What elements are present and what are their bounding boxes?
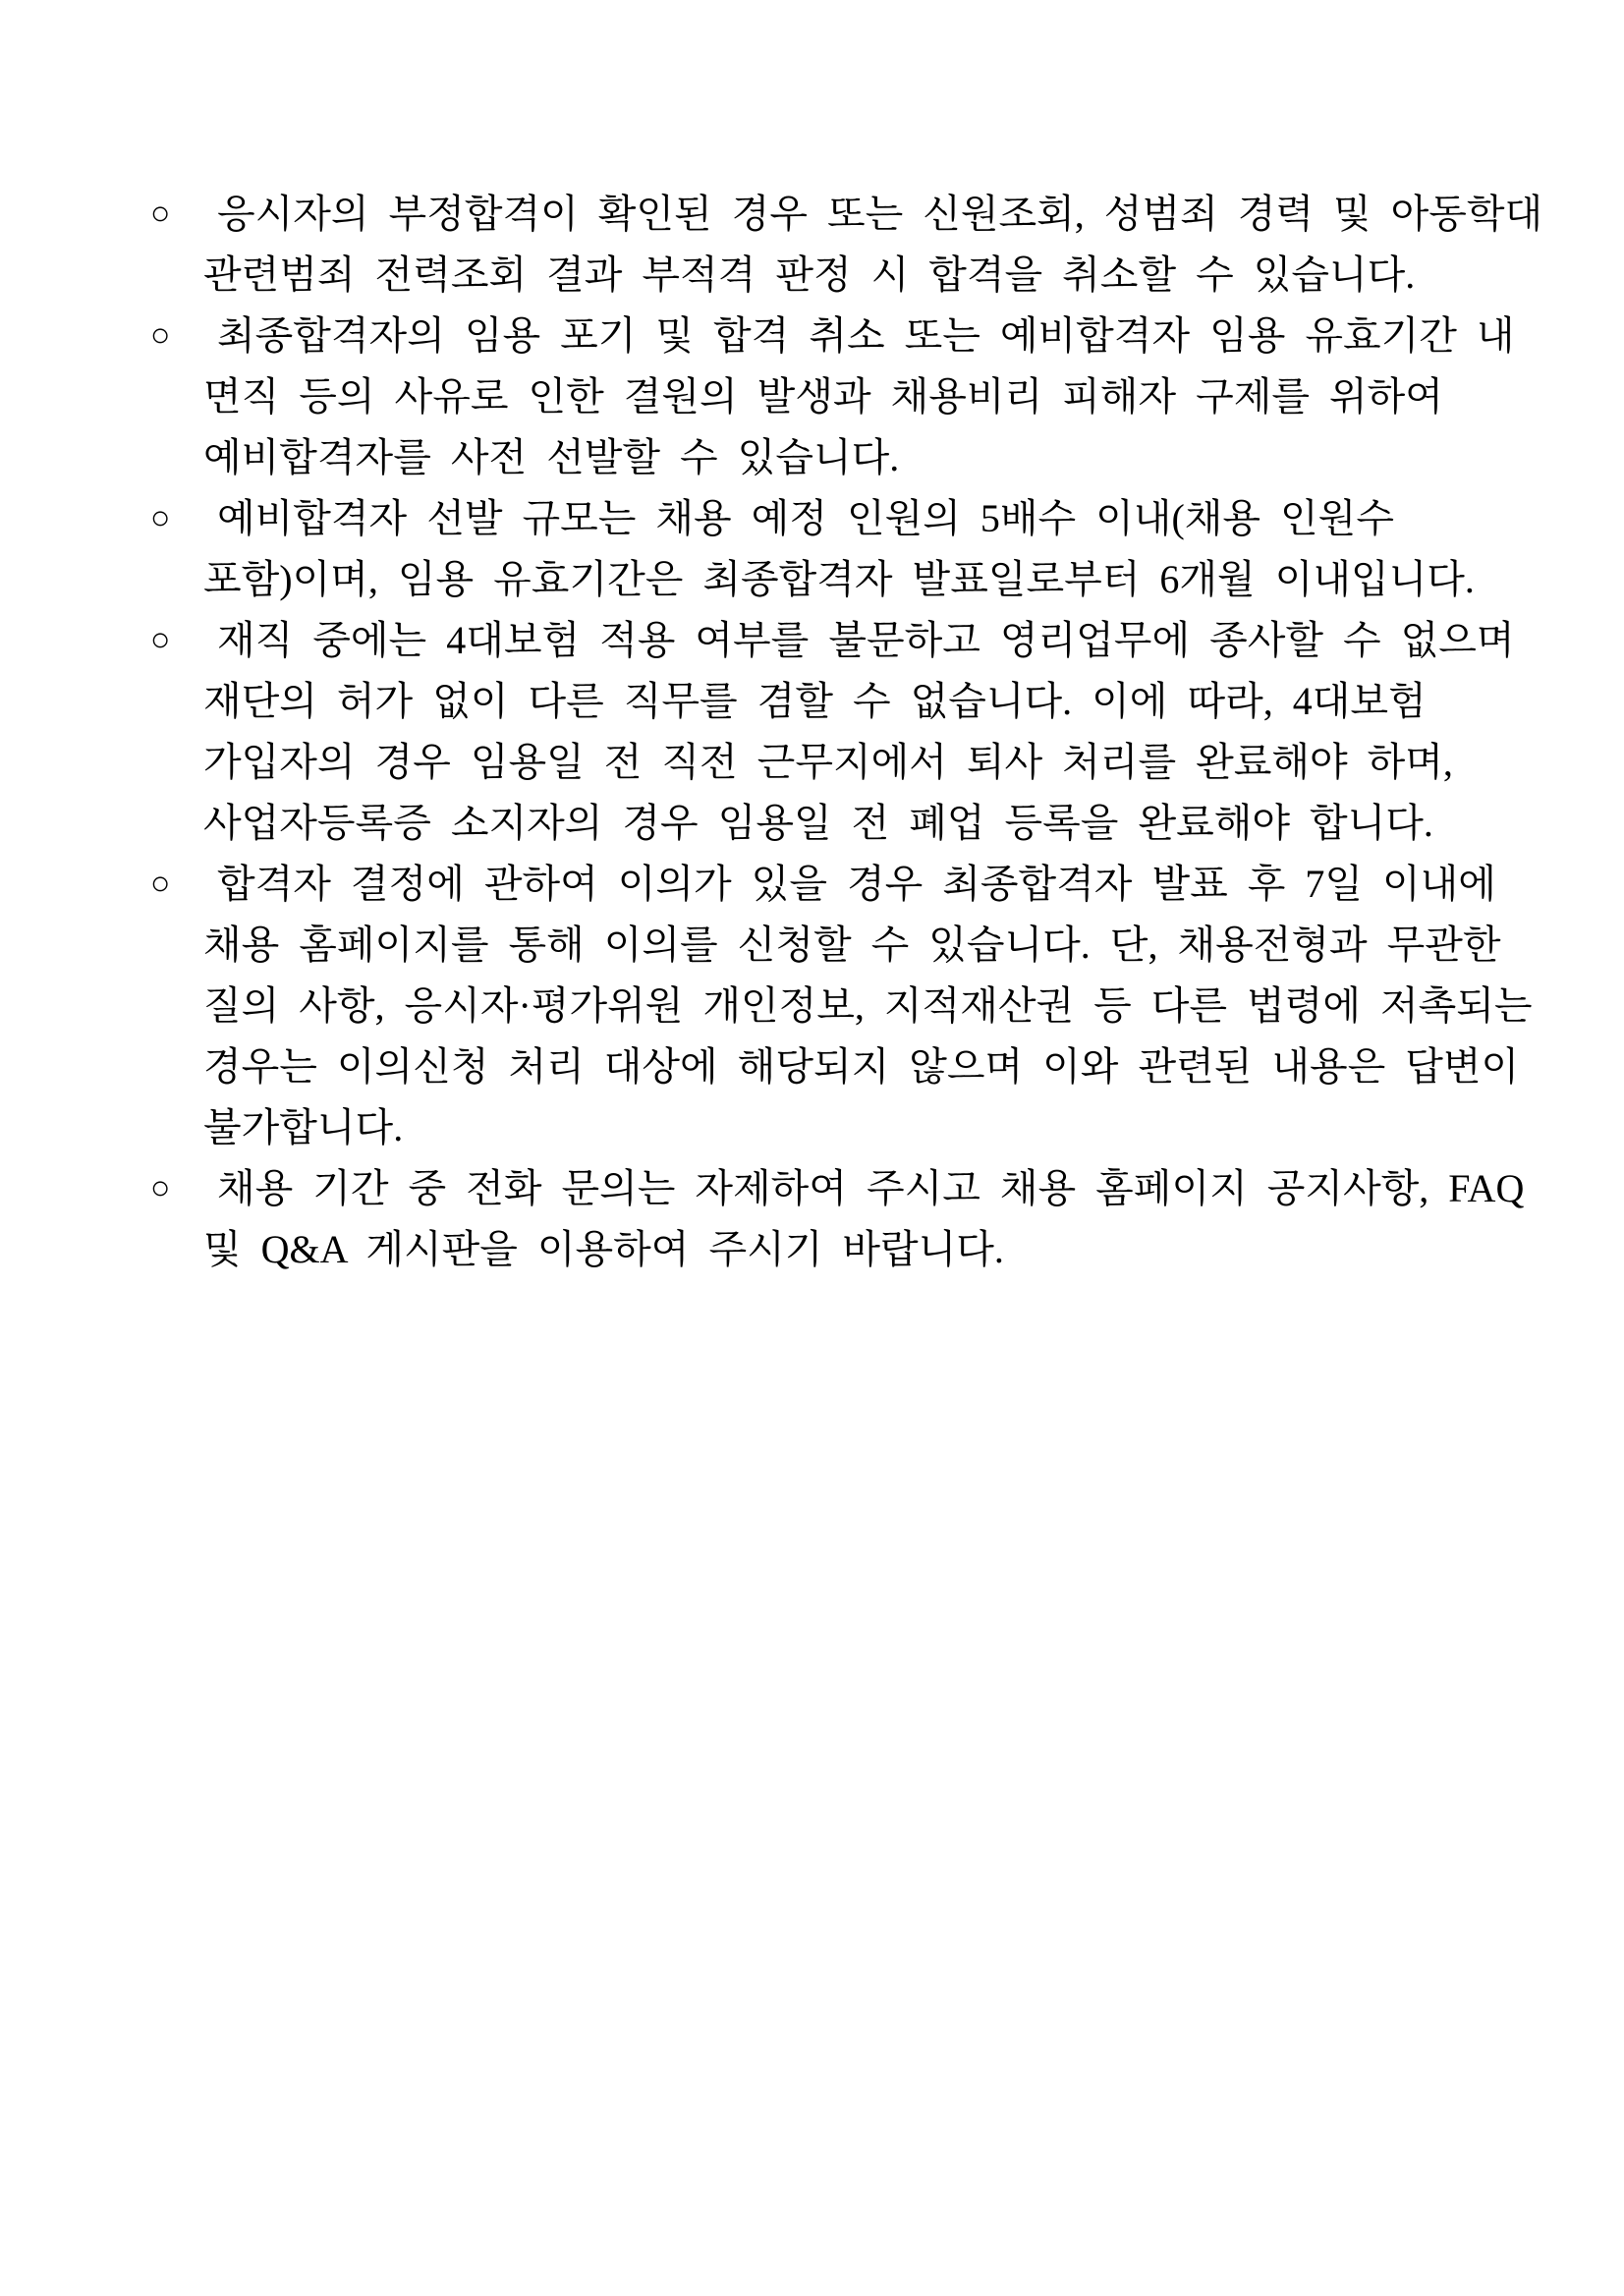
bullet-text bbox=[203, 610, 1515, 854]
bullet-text bbox=[203, 1158, 1525, 1280]
text-line: 포함)이며, 임용 유효기간은 최종합격자 발표일로부터 6개월 이내입니다. bbox=[203, 557, 1475, 601]
circle-bullet-icon: ○ bbox=[150, 317, 171, 354]
list-item bbox=[150, 610, 1515, 854]
circle-bullet-icon: ○ bbox=[150, 866, 171, 902]
text-line: 채용 기간 중 전화 문의는 자제하여 주시고 채용 홈페이지 공지사항, FAQ bbox=[217, 1166, 1525, 1210]
text-line: 재직 중에는 4대보험 적용 여부를 불문하고 영리업무에 종사할 수 없으며 bbox=[217, 618, 1515, 662]
text-line: 재단의 허가 없이 다른 직무를 겸할 수 없습니다. 이에 따라, 4대보험 bbox=[203, 679, 1427, 723]
circle-bullet-icon: ○ bbox=[150, 622, 171, 658]
circle-bullet-icon: ○ bbox=[150, 500, 171, 536]
text-line: 사업자등록증 소지자의 경우 임용일 전 폐업 등록을 완료해야 합니다. bbox=[203, 801, 1433, 845]
text-line: 예비합격자를 사전 선발할 수 있습니다. bbox=[203, 435, 900, 479]
text-line: 불가합니다. bbox=[203, 1105, 404, 1149]
text-line: 및 Q&A 게시판을 이용하여 주시기 바랍니다. bbox=[203, 1227, 1004, 1271]
bullet-text bbox=[203, 306, 1515, 488]
list-item bbox=[150, 488, 1486, 610]
circle-bullet-icon: ○ bbox=[150, 196, 171, 232]
text-line: 면직 등의 사유로 인한 결원의 발생과 채용비리 피해자 구제를 위하여 bbox=[203, 374, 1443, 419]
text-line: 관련범죄 전력조회 결과 부적격 판정 시 합격을 취소할 수 있습니다. bbox=[203, 252, 1416, 297]
text-line: 최종합격자의 임용 포기 및 합격 취소 또는 예비합격자 임용 유효기간 내 bbox=[217, 313, 1515, 358]
list-item bbox=[150, 184, 1543, 306]
list-item bbox=[150, 1158, 1525, 1280]
list-item bbox=[150, 306, 1515, 488]
list-item bbox=[150, 854, 1533, 1158]
text-line: 합격자 결정에 관하여 이의가 있을 경우 최종합격자 발표 후 7일 이내에 bbox=[217, 862, 1496, 906]
text-line: 질의 사항, 응시자·평가위원 개인정보, 지적재산권 등 다른 법령에 저촉되는 bbox=[203, 983, 1533, 1028]
circle-bullet-icon: ○ bbox=[150, 1170, 171, 1206]
bullet-text bbox=[203, 854, 1533, 1158]
text-line: 경우는 이의신청 처리 대상에 해당되지 않으며 이와 관련된 내용은 답변이 bbox=[203, 1044, 1520, 1089]
bullet-text bbox=[203, 488, 1486, 610]
bullet-list bbox=[150, 184, 1543, 1280]
document-content bbox=[150, 184, 1543, 1280]
text-line: 예비합격자 선발 규모는 채용 예정 인원의 5배수 이내(채용 인원수 bbox=[217, 496, 1394, 540]
bullet-text bbox=[203, 184, 1543, 306]
text-line: 응시자의 부정합격이 확인된 경우 또는 신원조회, 성범죄 경력 및 아동학대 bbox=[217, 192, 1543, 236]
text-line: 채용 홈페이지를 통해 이의를 신청할 수 있습니다. 단, 채용전형과 무관한 bbox=[203, 923, 1501, 967]
text-line: 가입자의 경우 임용일 전 직전 근무지에서 퇴사 처리를 완료해야 하며, bbox=[203, 740, 1453, 784]
